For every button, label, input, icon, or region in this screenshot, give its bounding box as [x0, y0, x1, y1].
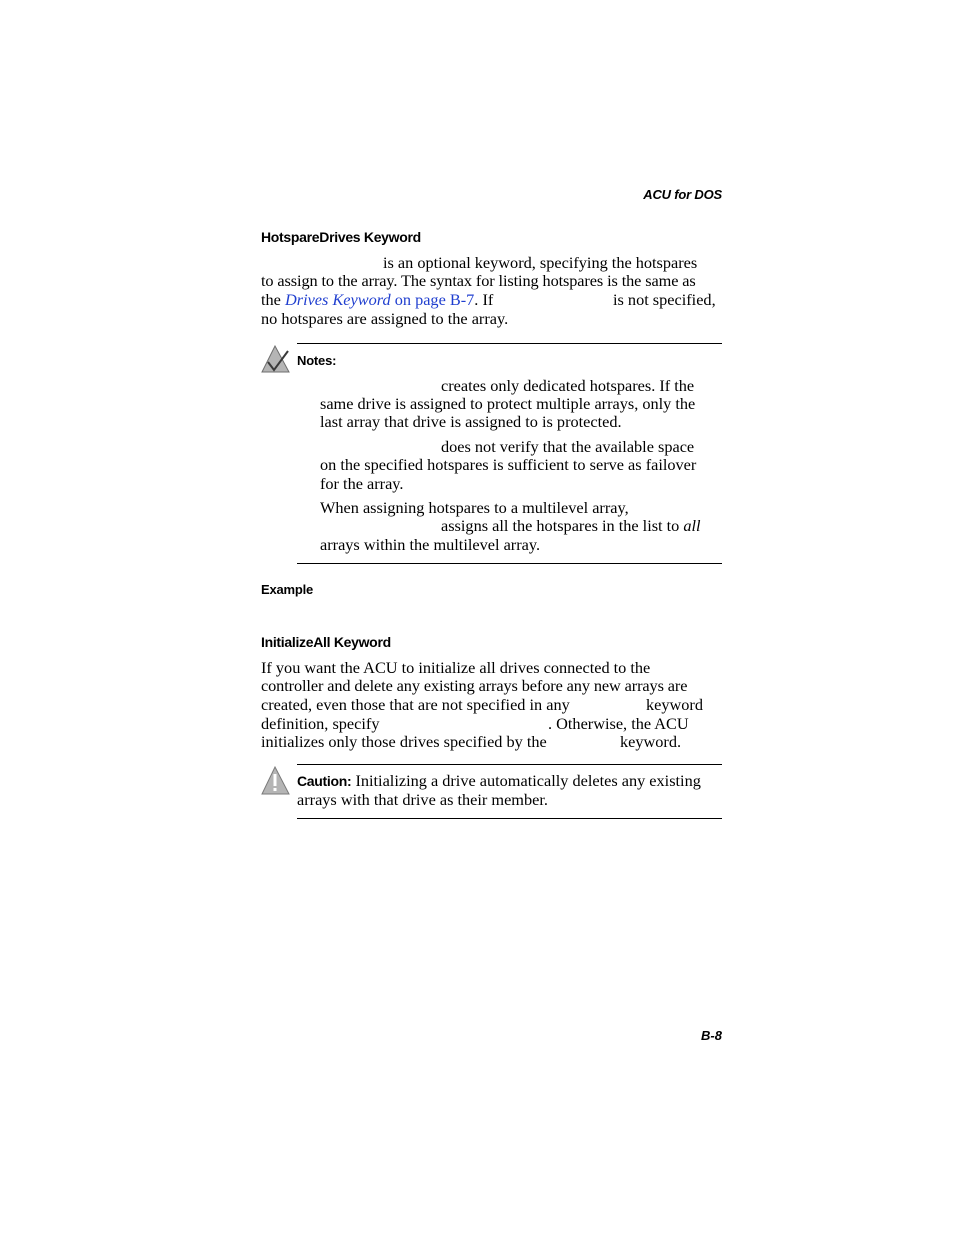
- note-1-line-1: creates only dedicated hotspares. If the: [441, 376, 695, 395]
- hotspare-line-3-tail: is not specified,: [613, 290, 716, 309]
- initialize-line-5-pre: initializes only those drives specified by the: [261, 732, 547, 751]
- running-header: ACU for DOS: [643, 187, 722, 202]
- hotspare-line-3-pre: the: [261, 290, 285, 309]
- note-1-line-2: same drive is assigned to protect multiple arrays, only the: [320, 394, 696, 413]
- section-heading-hotspare: HotspareDrives Keyword: [261, 229, 421, 245]
- caution-label: Caution:: [297, 773, 352, 789]
- warning-icon: [261, 766, 291, 796]
- note-1-line-3: last array that drive is assigned to is protected.: [320, 412, 622, 431]
- initialize-line-4-post: . Otherwise, the ACU: [548, 714, 689, 733]
- initialize-line-3-post: keyword: [646, 695, 703, 714]
- notes-label: Notes:: [297, 353, 337, 368]
- hotspare-line-1: is an optional keyword, specifying the hotspares: [383, 253, 698, 272]
- page-number: B-8: [701, 1028, 722, 1043]
- section-heading-initializeall: InitializeAll Keyword: [261, 634, 391, 650]
- initialize-line-3-pre: created, even those that are not specified in any: [261, 695, 570, 714]
- note-3-line-2-text: assigns all the hotspares in the list to: [441, 516, 684, 535]
- check-note-icon: [261, 345, 291, 375]
- drives-keyword-link-page: on page B-7: [390, 290, 475, 309]
- note-2-line-3: for the array.: [320, 474, 404, 493]
- example-heading: Example: [261, 582, 314, 597]
- hotspare-line-3-post: . If: [474, 290, 494, 309]
- caution-top-rule: [297, 764, 722, 765]
- note-3-line-3: arrays within the multilevel array.: [320, 535, 541, 554]
- initialize-line-1: If you want the ACU to initialize all drives connected to the: [261, 658, 651, 677]
- notes-bottom-rule: [297, 563, 722, 564]
- caution-line-1-text: Initializing a drive automatically deletes any existing: [351, 771, 701, 790]
- initialize-line-4-pre: definition, specify: [261, 714, 380, 733]
- hotspare-line-3: [261, 291, 493, 309]
- notes-top-rule: [297, 343, 722, 344]
- note-2-line-1: does not verify that the available space: [441, 437, 695, 456]
- hotspare-line-4: no hotspares are assigned to the array.: [261, 309, 509, 328]
- caution-line-1: [297, 772, 701, 790]
- note-3-line-2: [441, 517, 701, 535]
- note-3-line-1: When assigning hotspares to a multilevel array,: [320, 498, 629, 517]
- note-2-line-2: on the specified hotspares is sufficient to serve as failover: [320, 455, 697, 474]
- note-3-line-2-emphasis: all: [683, 516, 701, 535]
- hotspare-line-2: to assign to the array. The syntax for listing hotspares is the same as: [261, 271, 696, 290]
- drives-keyword-link-italic: Drives Keyword: [284, 290, 391, 309]
- caution-line-2: arrays with that drive as their member.: [297, 790, 548, 809]
- initialize-line-5-post: keyword.: [620, 732, 682, 751]
- caution-bottom-rule: [297, 818, 722, 819]
- drives-keyword-link[interactable]: [285, 290, 474, 309]
- initialize-line-2: controller and delete any existing arrays before any new arrays are: [261, 676, 688, 695]
